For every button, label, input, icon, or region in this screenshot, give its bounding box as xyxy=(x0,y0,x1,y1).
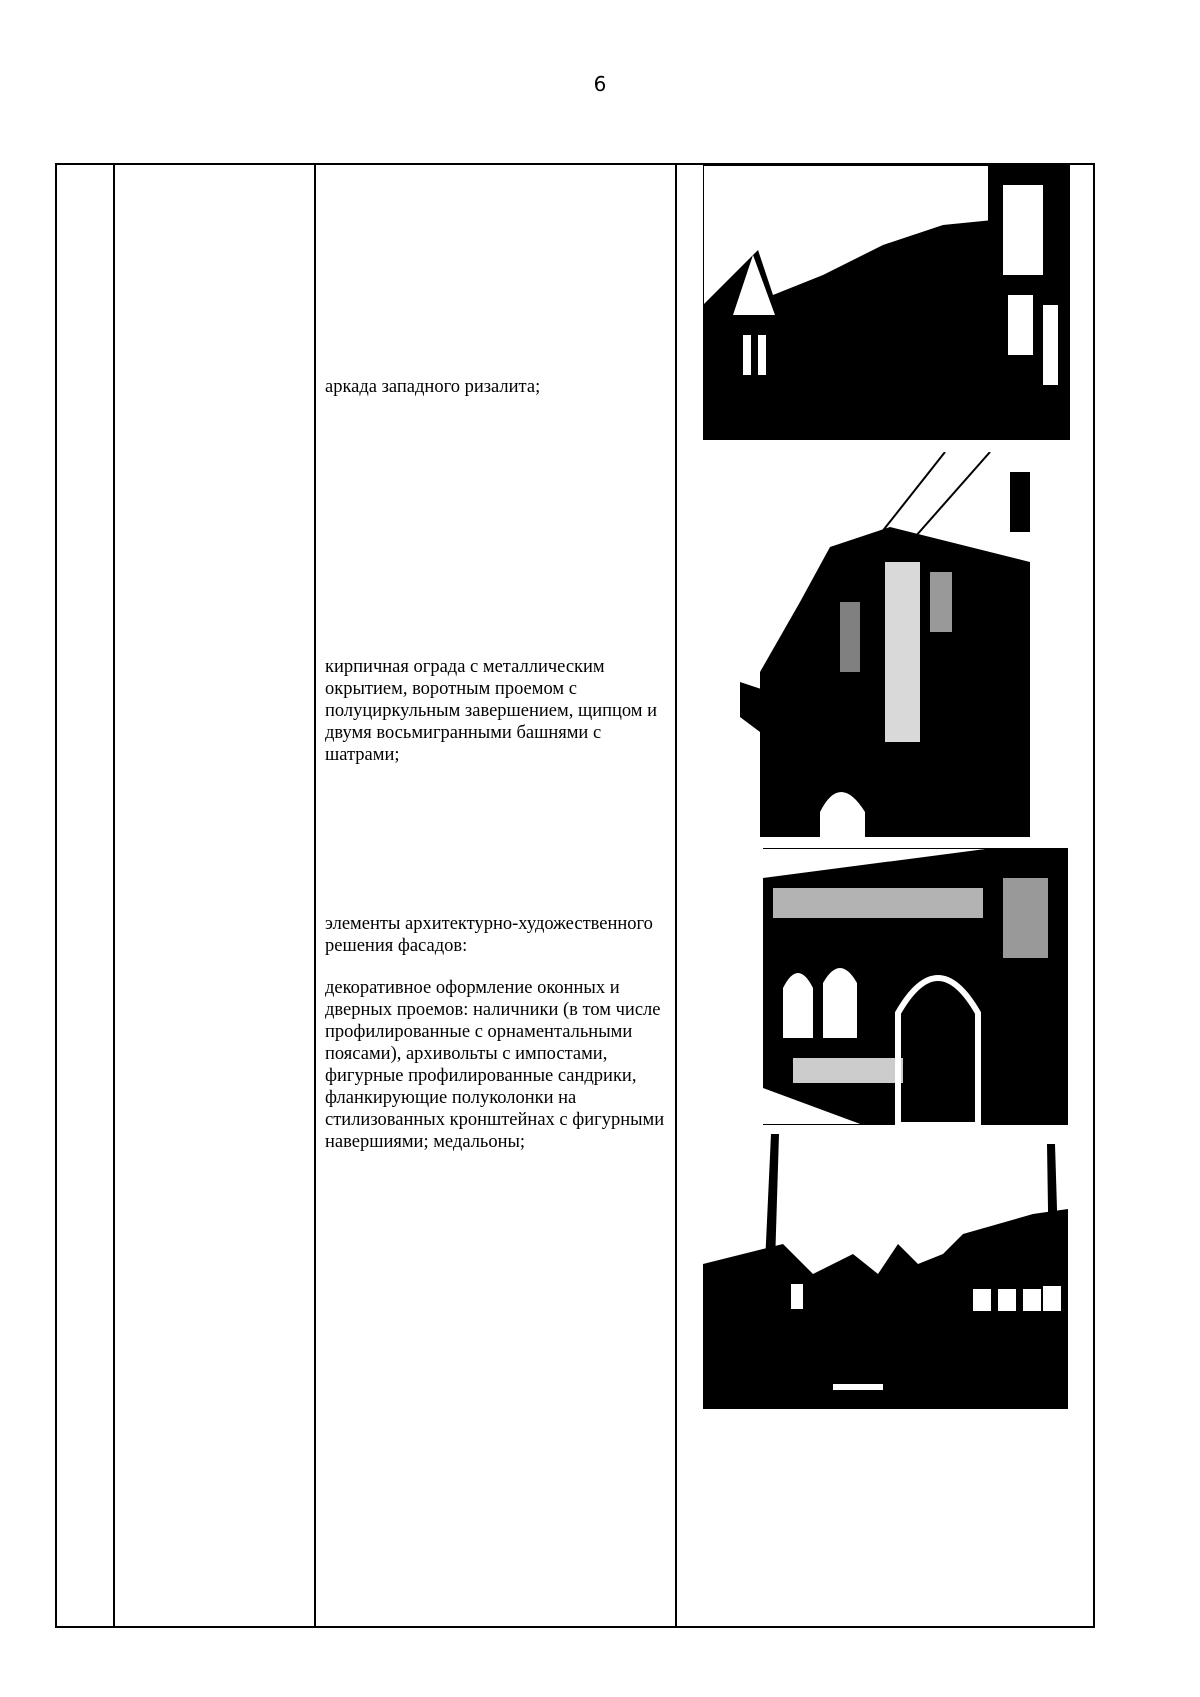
photo-roofline-chimneys xyxy=(703,1134,1068,1409)
photo-facade-decor xyxy=(703,848,1068,1125)
column-divider xyxy=(314,165,316,1626)
photo-brick-fence-tower xyxy=(740,452,1030,837)
page-number: 6 xyxy=(593,72,607,96)
fence-description: кирпичная ограда с металлическим окрытием, воротным проемом с полуциркульным завершением, щипцом и двумя восьмигранными башнями с шатрами; xyxy=(325,657,658,765)
facade-elements-heading: элементы архитектурно-художественного решения фасадов: xyxy=(325,914,653,956)
column-divider xyxy=(113,165,115,1626)
photo-western-risalit xyxy=(703,165,1070,440)
column-divider xyxy=(675,165,677,1626)
arcade-description: аркада западного ризалита; xyxy=(325,377,541,397)
decor-description: декоративное оформление оконных и дверных проемов: наличники (в том числе профилированные с орнаментальными поясами), архивольты с импостами, фигурные профилированные сандрики, фланкирующие полуколонки на стилизованных кронштейнах с фигурными навершиями; медальоны; xyxy=(325,978,665,1152)
facade-elements-block xyxy=(325,913,670,1173)
